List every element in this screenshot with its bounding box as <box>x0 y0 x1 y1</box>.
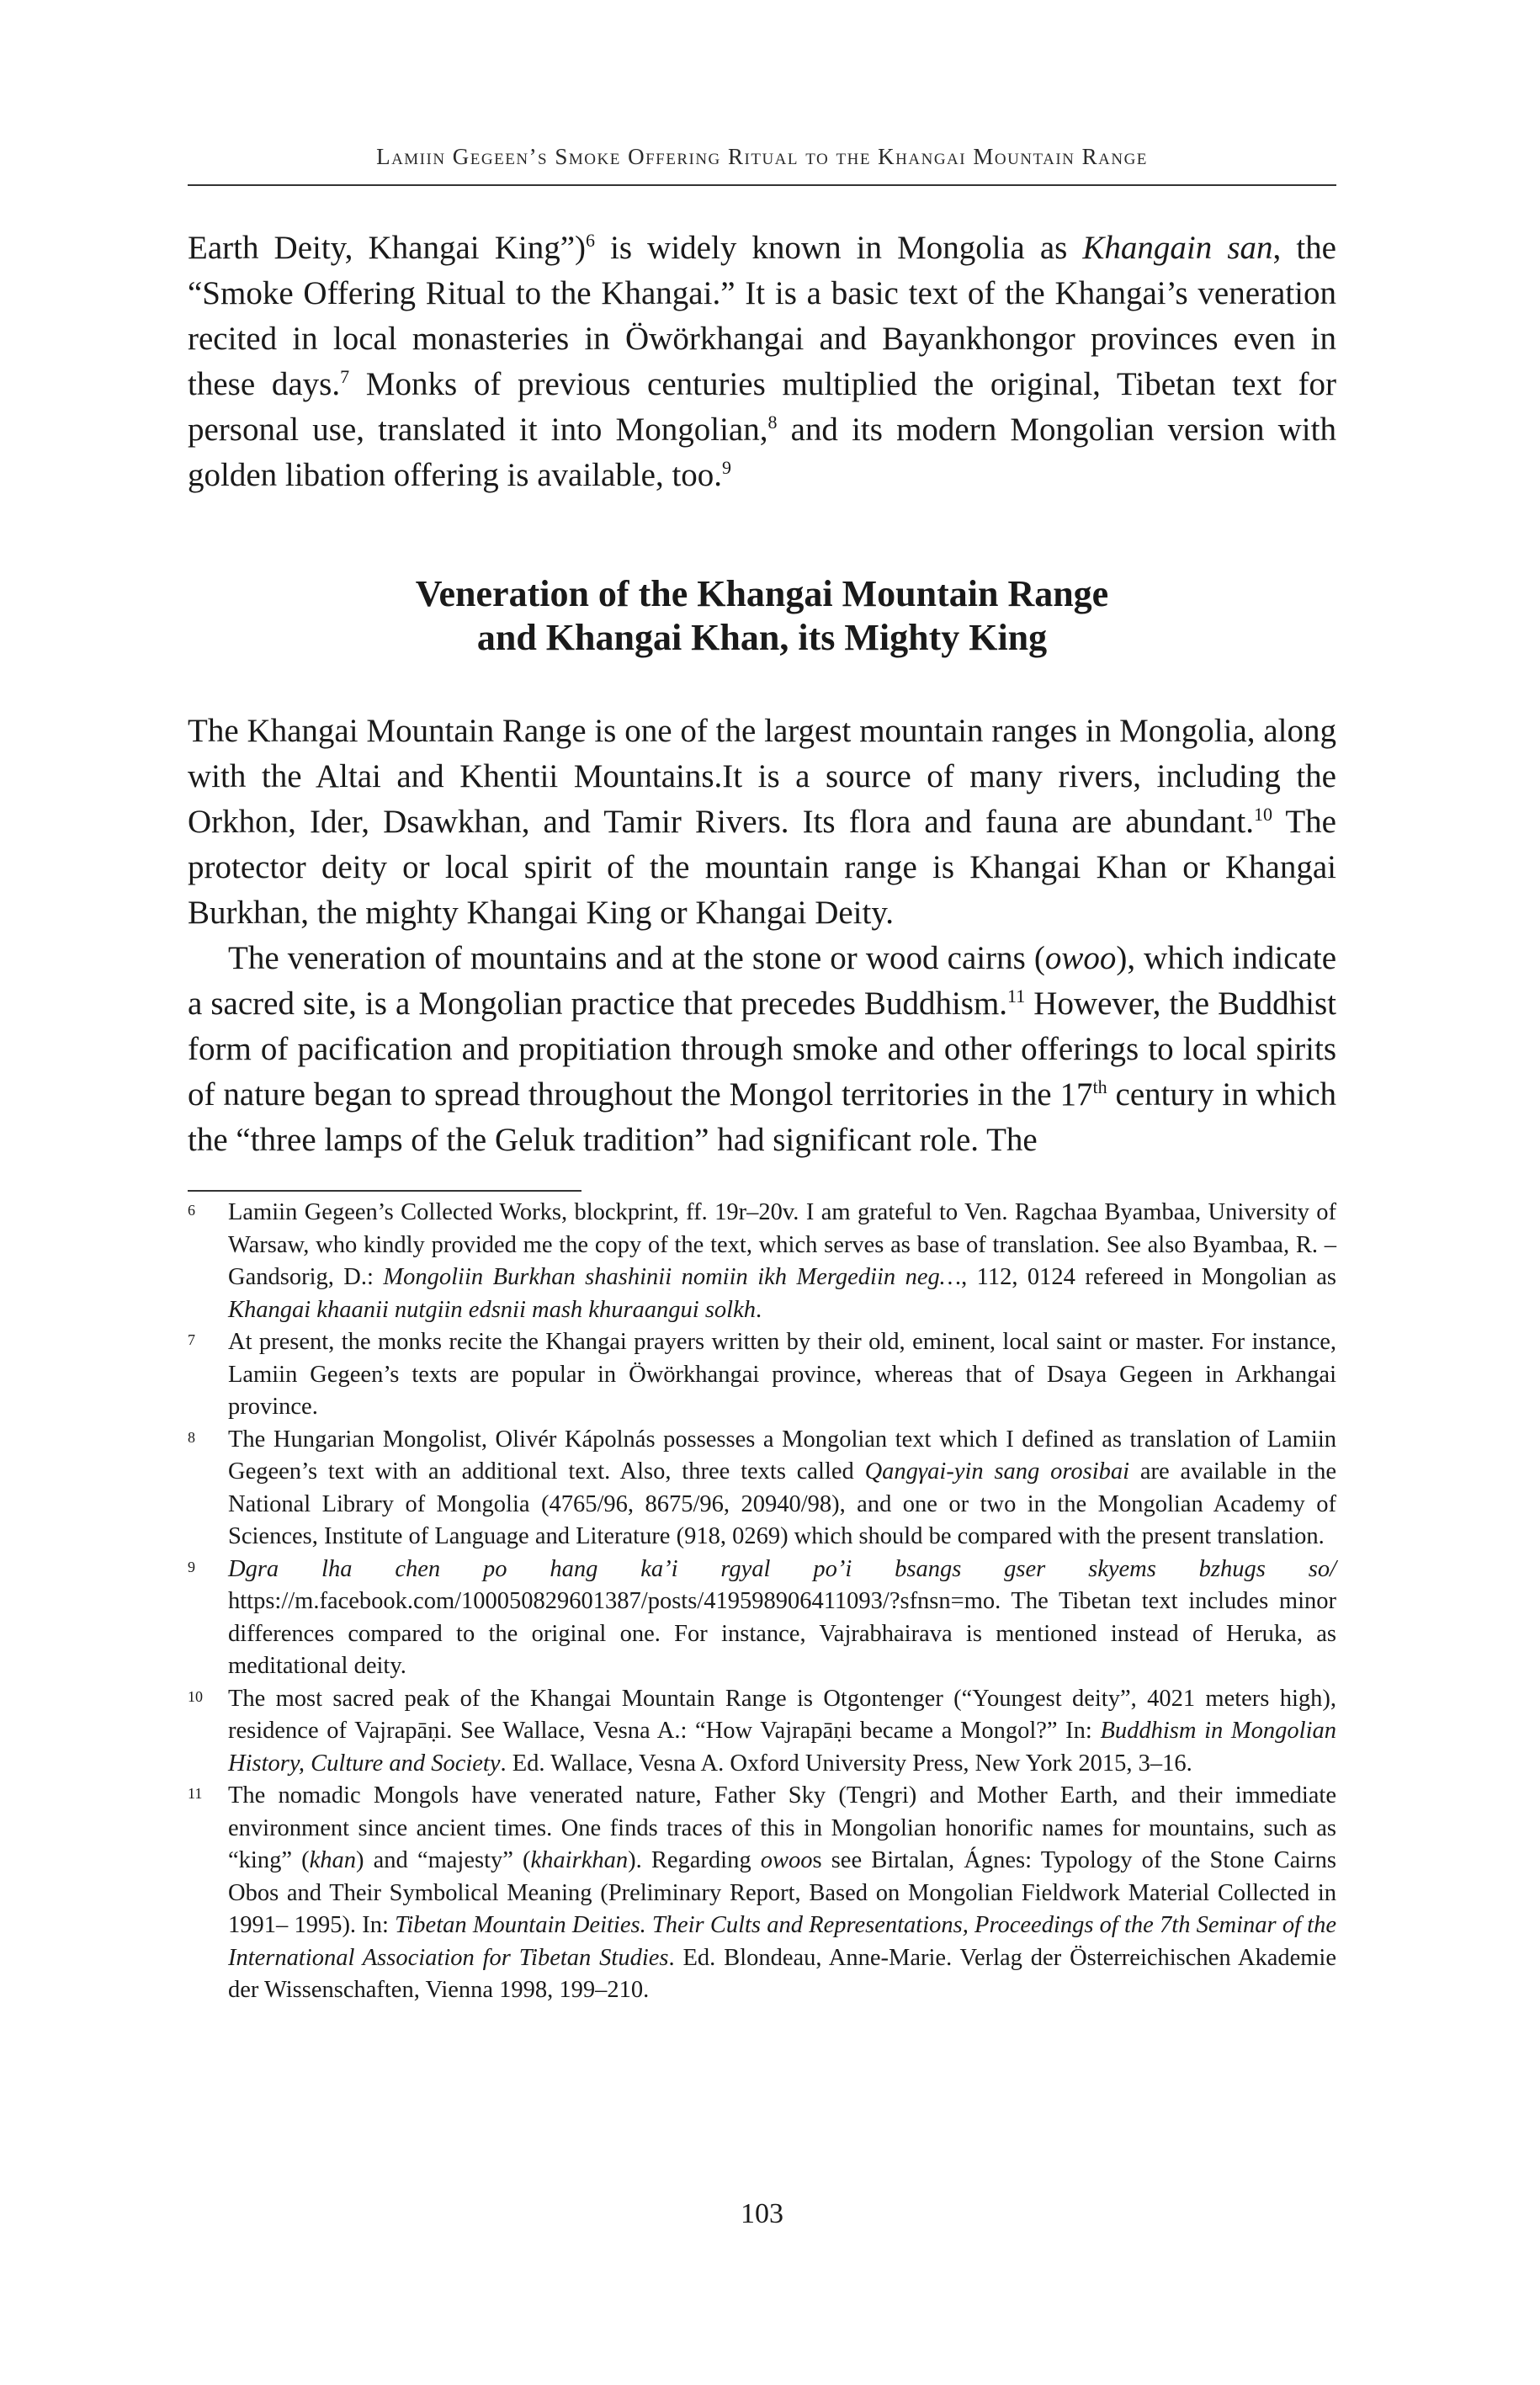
text-run: The veneration of mountains and at the stone or wood cairns ( <box>228 940 1045 976</box>
italic-title: Tibetan Mountain Deities. Their Cults and Representations, Proceedings of the 7th Seminar of the International Association for Tibetan Studies <box>228 1912 1336 1971</box>
italic-title: Dgra lha chen po hang ka’i rgyal po’i bsangs gser skyems bzhugs so/ <box>228 1555 1336 1582</box>
header-rule <box>188 184 1336 186</box>
page-number: 103 <box>741 2198 783 2229</box>
running-head: Lamiin Gegeen’s Smoke Offering Ritual to the Khangai Mountain Range <box>376 144 1148 169</box>
italic-term: khan <box>309 1847 357 1873</box>
italic-title: Mongoliin Burkhan shashinii nomiin ikh Mergediin neg… <box>383 1264 962 1290</box>
italic-title: Qangγai-yin sang orosibai <box>864 1458 1130 1485</box>
footnote-ref-9[interactable]: 9 <box>722 457 732 478</box>
body-paragraph-2 <box>188 709 1336 936</box>
italic-title: Buddhism in Mongolian History, Culture and Society <box>228 1718 1336 1777</box>
italic-term: owoo <box>1044 940 1117 976</box>
text-run: century in which the “three lamps of the Geluk tradition” had significant role. The <box>188 1076 1336 1158</box>
text-run: ), which indicate a sacred site, is a Mongolian practice that precedes Buddhism. <box>188 940 1336 1022</box>
footnote-number: 11 <box>188 1785 203 1802</box>
body-paragraph-1 <box>188 226 1336 498</box>
footnote-8 <box>188 1424 1336 1554</box>
italic-term: khairkhan <box>530 1847 629 1873</box>
text-run: However, the Buddhist form of pacification and propitiation through smoke and other offerings to local spirits of nature began to spread throughout the Mongol territories in the 17 <box>188 985 1336 1113</box>
text-run: s see Birtalan, Ágnes: Typology of the Stone Cairns Obos and Their Symbolical Meaning (Preliminary Report, Based on Mongolian Fieldwork Material Collected in 1991– 1995). In: <box>228 1847 1336 1938</box>
body-paragraphs-2-3 <box>188 709 1336 1163</box>
footnote-number: 9 <box>188 1558 195 1575</box>
footnote-ref-11[interactable]: 11 <box>1007 985 1026 1007</box>
ordinal-suffix: th <box>1092 1076 1107 1097</box>
text-run: and its modern Mongolian version with golden libation offering is available, too. <box>188 412 1336 493</box>
footnote-11 <box>188 1780 1336 2007</box>
text-run: , the “Smoke Offering Ritual to the Khangai.” It is a basic text of the Khangai’s veneration recited in local monasteries in Öwörkhangai and Bayankhongor provinces even in these days. <box>188 230 1336 402</box>
text-run: . Ed. Blondeau, Anne-Marie. Verlag der Österreichischen Akademie der Wissenschaften, Vienna 1998, 199–210. <box>228 1944 1336 2003</box>
footnote-ref-8[interactable]: 8 <box>767 412 778 433</box>
section-heading-line-2: and Khangai Khan, its Mighty King <box>476 617 1048 658</box>
text-run: At present, the monks recite the Khangai prayers written by their old, eminent, local saint or master. For instance, Lamiin Gegeen’s texts are popular in Öwörkhangai province, whereas that of Dsaya Gegeen in Arkhangai province. <box>228 1329 1336 1420</box>
footnote-7 <box>188 1326 1336 1424</box>
italic-term: Khangain san <box>1082 230 1273 266</box>
text-run: The Hungarian Mongolist, Olivér Kápolnás possesses a Mongolian text which I defined as translation of Lamiin Gegeen’s text with an additional text. Also, three texts called <box>228 1426 1336 1485</box>
footnote-6 <box>188 1197 1336 1326</box>
footnote-ref-10[interactable]: 10 <box>1253 804 1272 825</box>
italic-term: owoo <box>760 1847 813 1873</box>
footnote-10 <box>188 1683 1336 1781</box>
footnote-number: 7 <box>188 1331 195 1348</box>
text-run: Lamiin Gegeen’s Collected Works, blockprint, ff. 19r–20v. I am grateful to Ven. Ragchaa Byambaa, University of Warsaw, who kindly provided me the copy of the text, which serves as base of translation. See also Byambaa, R. – Gandsorig, D.: <box>228 1199 1336 1290</box>
text-run: ) and “majesty” ( <box>356 1847 531 1873</box>
footnotes <box>188 1197 1336 2007</box>
text-run: Earth Deity, Khangai King”) <box>188 230 586 266</box>
text-run: The most sacred peak of the Khangai Mountain Range is Otgontenger (“Youngest deity”, 4021 meters high), residence of Vajrapāṇi. See Wallace, Vesna A.: “How Vajrapāṇi became a Mongol?” In: <box>228 1685 1336 1744</box>
text-run: are available in the National Library of Mongolia (4765/96, 8675/96, 20940/98), and one or two in the Mongolian Academy of Sciences, Institute of Language and Literature (918, 0269) which should be compared with the present translation. <box>228 1458 1336 1549</box>
text-run: The Khangai Mountain Range is one of the largest mountain ranges in Mongolia, along with the Altai and Khentii Mountains.It is a source of many rivers, including the Orkhon, Ider, Dsawkhan, and Tamir Rivers. Its flora and fauna are abundant. <box>188 713 1336 840</box>
footnote-ref-7[interactable]: 7 <box>340 366 350 387</box>
italic-title: Khangai khaanii nutgiin edsnii mash khuraangui solkh <box>228 1296 756 1323</box>
text-run: The protector deity or local spirit of the mountain range is Khangai Khan or Khangai Burkhan, the mighty Khangai King or Khangai Deity. <box>188 804 1336 931</box>
footnote-separator <box>188 1190 581 1192</box>
footnote-number: 6 <box>188 1202 195 1219</box>
text-run: Monks of previous centuries multiplied the original, Tibetan text for personal use, translated it into Mongolian, <box>188 366 1336 448</box>
text-run: ). Regarding <box>628 1847 761 1873</box>
text-run: , 112, 0124 refereed in Mongolian as <box>961 1264 1337 1290</box>
footnote-ref-6[interactable]: 6 <box>586 230 595 251</box>
text-run: is widely known in Mongolia as <box>595 230 1083 266</box>
text-run: . <box>756 1296 762 1323</box>
footnote-number: 8 <box>188 1428 195 1446</box>
text-run: . Ed. Wallace, Vesna A. Oxford University Press, New York 2015, 3–16. <box>500 1750 1192 1777</box>
section-heading-line-1: Veneration of the Khangai Mountain Range <box>415 573 1109 614</box>
footnote-9 <box>188 1554 1336 1683</box>
body-paragraph-3 <box>188 936 1336 1163</box>
footnote-number: 10 <box>188 1687 203 1705</box>
text-run: The nomadic Mongols have venerated nature, Father Sky (Tengri) and Mother Earth, and their immediate environment since ancient times. One finds traces of this in Mongolian honorific names for mountains, such as “king” ( <box>228 1782 1336 1873</box>
text-run-with-url: https://m.facebook.com/100050829601387/posts/419598906411093/?sfnsn=mo. The Tibetan text includes minor differences compared to the original one. For instance, Vajrabhairava is mentioned instead of Heruka, as meditational deity. <box>228 1588 1336 1679</box>
section-heading <box>188 572 1336 660</box>
